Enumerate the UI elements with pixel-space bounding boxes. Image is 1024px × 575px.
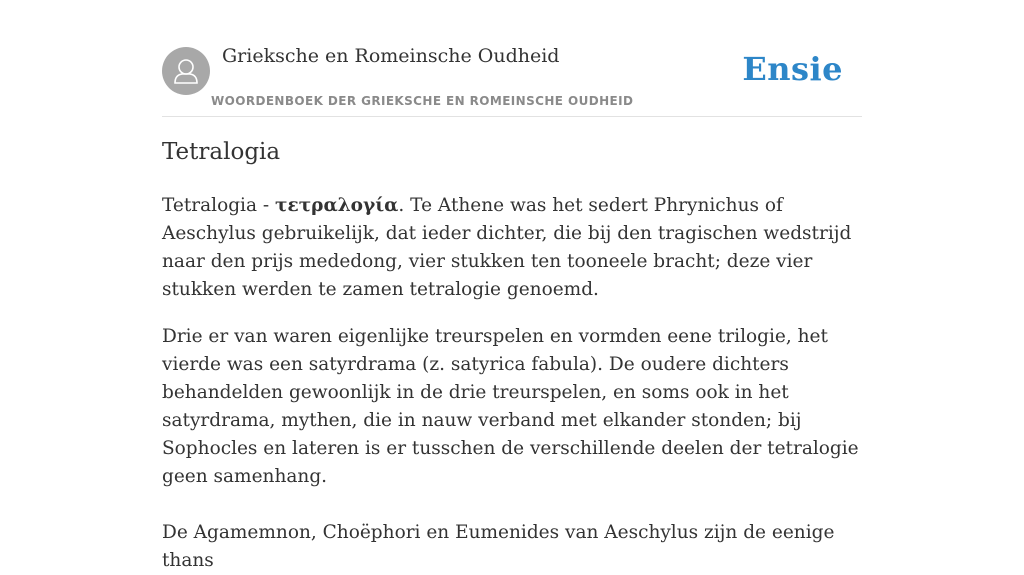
paragraph-1-rest: . Te Athene was het sedert Phrynichus of Aeschylus gebruikelijk, dat ieder dichter, die bij den tragischen wedstrijd naar den prijs mededong, vier stukken ten tooneele bracht; deze vier stukken werden te zamen tetralogie genoemd.: [162, 195, 852, 300]
paragraph-1: [162, 192, 864, 304]
ensie-logo[interactable]: Ensie: [742, 50, 843, 88]
source-title-link[interactable]: Grieksche en Romeinsche Oudheid: [222, 45, 560, 67]
header: [162, 0, 862, 117]
paragraph-1-lead: Tetralogia -: [162, 195, 276, 216]
user-icon: [162, 47, 210, 95]
source-avatar[interactable]: [162, 47, 210, 95]
paragraph-2: Drie er van waren eigenlijke treurspelen en vormden eene trilogie, het vierde was een satyrdrama (z. satyrica fabula). De oudere dichters behandelden gewoonlijk in de drie treurspelen, en soms ook in het satyrdrama, mythen, die in nauw verband met elkander stonden; bij Sophocles en lateren is er tusschen de verschillende deelen der tetralogie geen samenhang.: [162, 326, 859, 487]
source-subtitle: WOORDENBOEK DER GRIEKSCHE EN ROMEINSCHE OUDHEID: [211, 94, 634, 108]
page-title: Tetralogia: [162, 139, 281, 165]
greek-term: τετραλογία: [275, 195, 399, 216]
article-body: [162, 192, 864, 575]
paragraph-3: De Agamemnon, Choëphori en Eumenides van Aeschylus zijn de eenige thans: [162, 522, 835, 571]
